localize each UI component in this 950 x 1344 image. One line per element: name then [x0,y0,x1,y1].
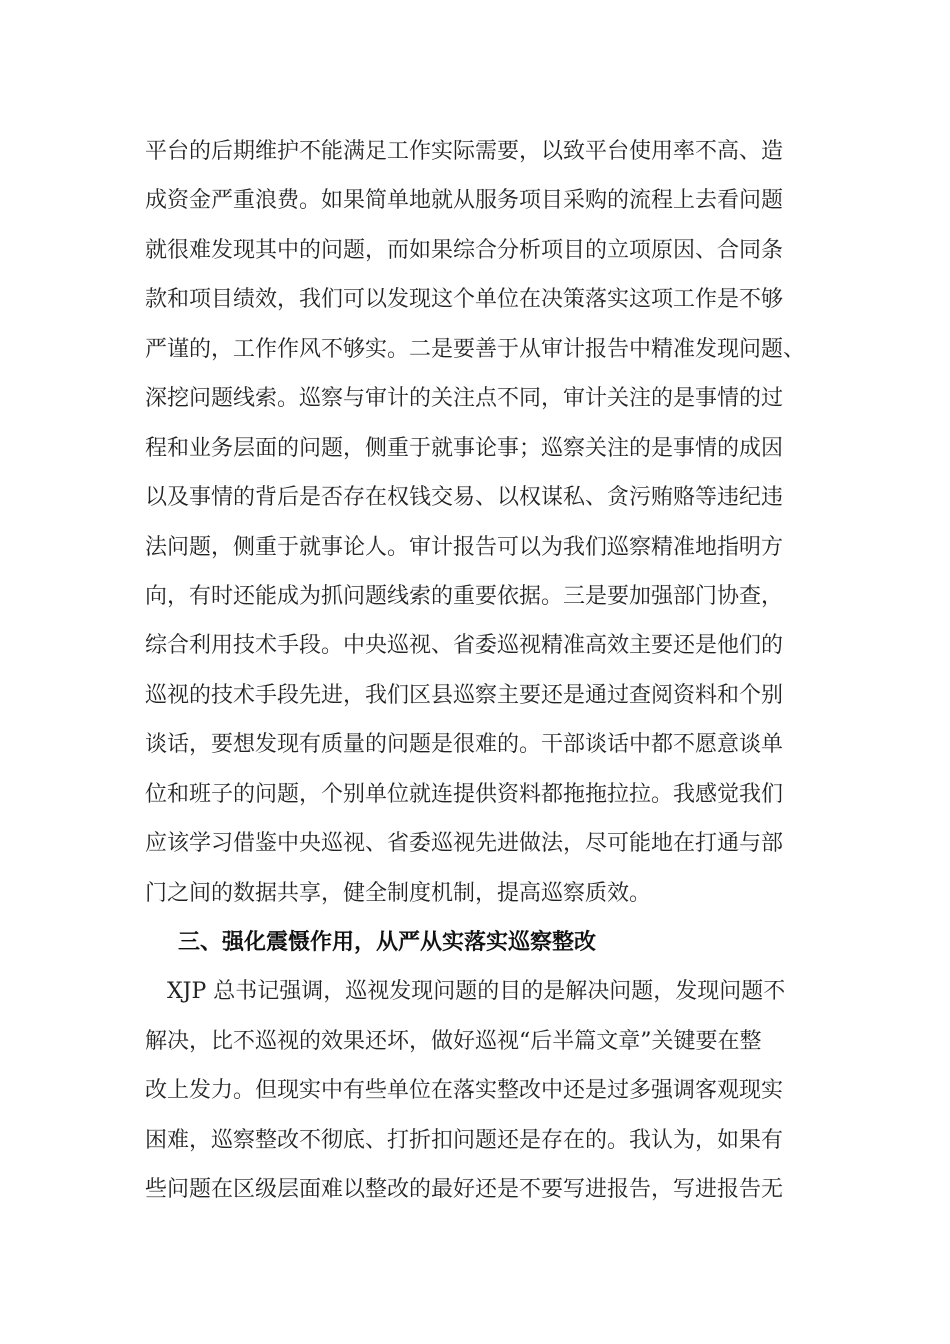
text-line: 困难，巡察整改不彻底、打折扣问题还是存在的。我认为，如果有 [145,1127,784,1153]
paragraph-continued [145,127,807,918]
text-line: 解决，比不巡视的效果还坏，做好巡视“后半篇文章”关键要在整 [145,1028,762,1054]
paragraph [145,967,807,1214]
document-page [145,127,807,1215]
text-line: 以及事情的背后是否存在权钱交易、以权谋私、贪污贿赂等违纪违 [145,485,784,511]
text-line: 应该学习借鉴中央巡视、省委巡视先进做法，尽可能地在打通与部 [145,831,784,857]
text-line: XJP 总书记强调，巡视发现问题的目的是解决问题，发现问题不 [145,979,786,1005]
text-line: 法问题，侧重于就事论人。审计报告可以为我们巡察精准地指明方 [145,534,784,560]
text-line: 谈话，要想发现有质量的问题是很难的。干部谈话中都不愿意谈单 [145,732,784,758]
text-line: 改上发力。但现实中有些单位在落实整改中还是过多强调客观现实 [145,1078,784,1104]
text-line: 巡视的技术手段先进，我们区县巡察主要还是通过查阅资料和个别 [145,682,784,708]
text-line: 门之间的数据共享，健全制度机制，提高巡察质效。 [145,880,652,906]
text-line: 综合利用技术手段。中央巡视、省委巡视精准高效主要还是他们的 [145,633,784,659]
text-line: 就很难发现其中的问题，而如果综合分析项目的立项原因、合同条 [145,237,784,263]
text-line: 程和业务层面的问题，侧重于就事论事；巡察关注的是事情的成因 [145,435,784,461]
text-line: 成资金严重浪费。如果简单地就从服务项目采购的流程上去看问题 [145,188,784,214]
text-line: 些问题在区级层面难以整改的最好还是不要写进报告，写进报告无 [145,1177,784,1203]
section-heading: 三、强化震慑作用，从严从实落实巡察整改 [178,929,597,955]
text-line: 平台的后期维护不能满足工作实际需要，以致平台使用率不高、造 [145,139,784,164]
text-line: 深挖问题线索。巡察与审计的关注点不同，审计关注的是事情的过 [145,386,784,412]
text-line: 严谨的，工作作风不够实。二是要善于从审计报告中精准发现问题、 [145,336,806,362]
text-line: 向，有时还能成为抓问题线索的重要依据。三是要加强部门协查， [145,583,784,609]
text-line: 位和班子的问题，个别单位就连提供资料都拖拖拉拉。我感觉我们 [145,781,784,807]
text-line: 款和项目绩效，我们可以发现这个单位在决策落实这项工作是不够 [145,287,784,313]
